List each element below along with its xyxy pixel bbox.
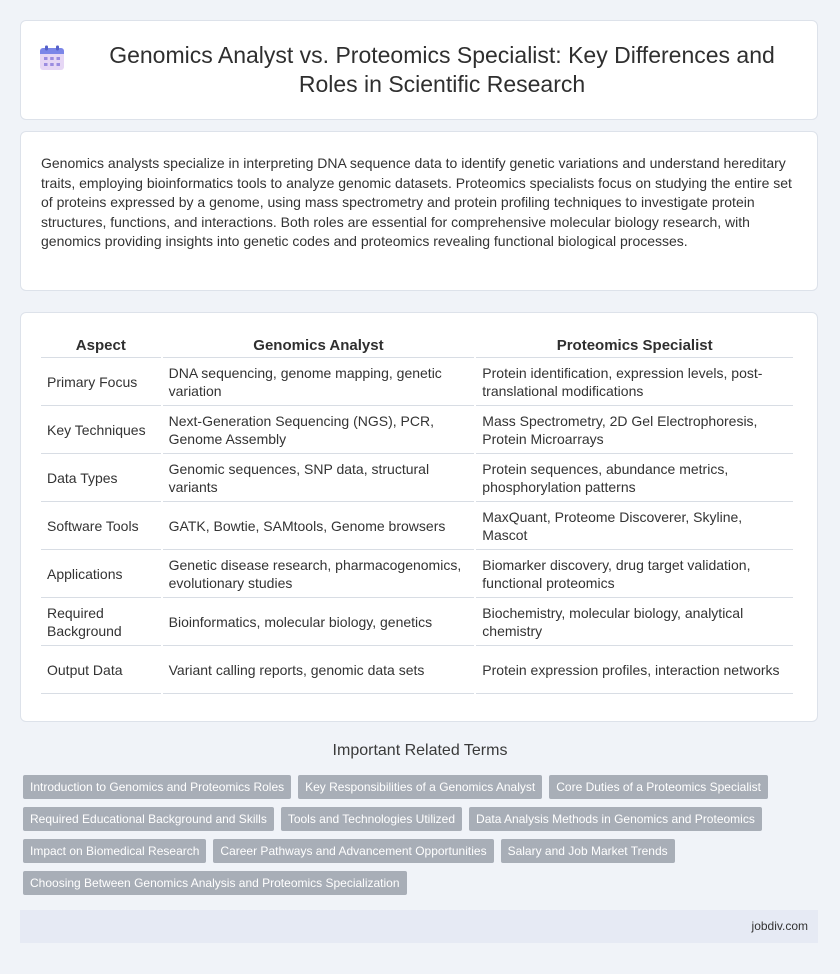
comparison-table [39,333,795,694]
table-header-row [41,333,793,358]
row-genomics: Genomic sequences, SNP data, structural variants [163,454,475,502]
row-aspect: Required Background [41,598,161,646]
intro-paragraph: Genomics analysts specialize in interpreting DNA sequence data to identify genetic variations and understand hereditary traits, employing bioinformatics tools to analyze genomic datasets. Proteomics specialists focus on studying the entire set of proteins expressed by a genome, using mass spectrometry and protein profiling techniques to investigate protein structures, functions, and interactions. Both roles are essential for comprehensive molecular biology research, with genomics providing insights into genetic codes and proteomics revealing functional biological processes. [41,155,792,249]
row-aspect: Primary Focus [41,358,161,406]
term-chip[interactable]: Career Pathways and Advancement Opportunities [213,839,493,863]
table-row [41,646,793,694]
row-proteomics: Mass Spectrometry, 2D Gel Electrophoresis, Protein Microarrays [476,406,793,454]
row-genomics: DNA sequencing, genome mapping, genetic variation [163,358,475,406]
comparison-card [20,312,818,722]
term-chip[interactable]: Required Educational Background and Skills [23,807,274,831]
footer-site-link[interactable]: jobdiv.com [751,919,808,933]
term-chip[interactable]: Choosing Between Genomics Analysis and Proteomics Specialization [23,871,407,895]
row-proteomics: Protein expression profiles, interaction networks [476,646,793,694]
row-genomics: Bioinformatics, molecular biology, genetics [163,598,475,646]
term-chip[interactable]: Data Analysis Methods in Genomics and Proteomics [469,807,762,831]
header [39,41,799,99]
row-aspect: Key Techniques [41,406,161,454]
term-chip[interactable]: Salary and Job Market Trends [501,839,675,863]
term-chip[interactable]: Tools and Technologies Utilized [281,807,462,831]
header-aspect: Aspect [41,333,161,358]
intro-card [20,131,818,291]
row-aspect: Software Tools [41,502,161,550]
table-row [41,598,793,646]
row-genomics: Next-Generation Sequencing (NGS), PCR, Genome Assembly [163,406,475,454]
row-aspect: Applications [41,550,161,598]
row-genomics: GATK, Bowtie, SAMtools, Genome browsers [163,502,475,550]
related-terms-list [23,775,813,895]
header-proteomics-specialist: Proteomics Specialist [476,333,793,358]
term-chip[interactable]: Impact on Biomedical Research [23,839,206,863]
table-row [41,502,793,550]
term-chip[interactable]: Introduction to Genomics and Proteomics Roles [23,775,291,799]
term-chip[interactable]: Key Responsibilities of a Genomics Analyst [298,775,542,799]
row-proteomics: Biochemistry, molecular biology, analytical chemistry [476,598,793,646]
row-genomics: Genetic disease research, pharmacogenomics, evolutionary studies [163,550,475,598]
row-proteomics: MaxQuant, Proteome Discoverer, Skyline, Mascot [476,502,793,550]
header-card [20,20,818,120]
row-genomics: Variant calling reports, genomic data sets [163,646,475,694]
row-aspect: Data Types [41,454,161,502]
related-terms-title: Important Related Terms [332,742,508,759]
table-row [41,406,793,454]
footer [20,910,818,943]
page-title: Genomics Analyst vs. Proteomics Specialist: Key Differences and Roles in Scientific Research [109,42,775,97]
calendar-icon [39,45,65,71]
row-proteomics: Protein identification, expression levels, post-translational modifications [476,358,793,406]
row-aspect: Output Data [41,646,161,694]
row-proteomics: Protein sequences, abundance metrics, phosphorylation patterns [476,454,793,502]
row-proteomics: Biomarker discovery, drug target validation, functional proteomics [476,550,793,598]
term-chip[interactable]: Core Duties of a Proteomics Specialist [549,775,768,799]
header-genomics-analyst: Genomics Analyst [163,333,475,358]
table-row [41,358,793,406]
table-row [41,550,793,598]
table-row [41,454,793,502]
